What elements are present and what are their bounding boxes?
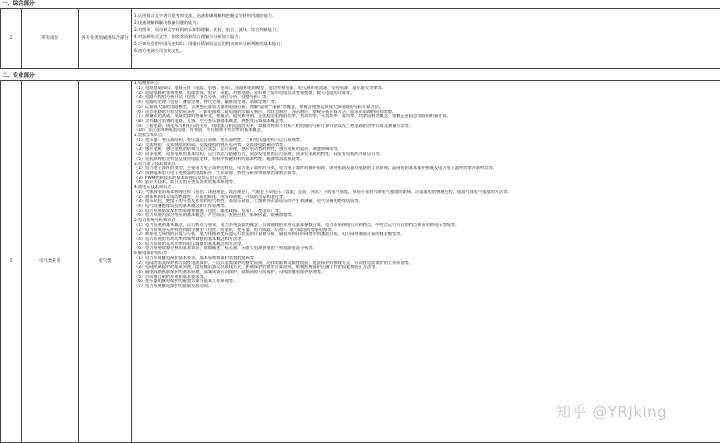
content-line: （4）电路的定理（包括：叠加定理、替代定理、戴维南定理、诺顿定理）等。 bbox=[134, 100, 280, 105]
category-cell: 各专业类别通用综合部分 bbox=[79, 9, 132, 69]
content-line: （7）相量法的基础、电路定律的相量形式，相量法，阻抗和导纳，正弦稳态电路的功率，有功功率、无功功率、复功率、功率因数等概念，掌握正弦稳态电路的相量计算。 bbox=[134, 114, 451, 119]
row-index: 1 bbox=[1, 81, 22, 443]
content-cell bbox=[132, 9, 720, 69]
content-line: （2）电网的电流保护和方向性电流保护，三段式电流保护的整定原则，动作时限和灵敏性校验，电流保护的接线方式，方向性电流保护的工作原理等。 bbox=[134, 260, 414, 265]
content-cell bbox=[132, 81, 720, 443]
section-2-title: 二、专业部分 bbox=[0, 72, 720, 81]
content-line: 1.电路知识点 bbox=[134, 81, 159, 86]
position-cell: 所有岗位 bbox=[22, 9, 79, 69]
position-cell: 电气类业务 bbox=[22, 81, 79, 443]
content-line: （7）电力系统继电保护的最新发展动向。 bbox=[134, 284, 213, 289]
content-line: （3）电路方程的分析方法（包括：节点分析、网孔分析、回路分析）等。 bbox=[134, 95, 271, 100]
content-line: （3）感应电机：感应电机的结构与运行状态，运行原理，感应电动势的特性，感应电机的起动、调速和制动等。 bbox=[134, 147, 342, 152]
content-line: （2）液体和固体介质的绝缘性，介质的极化、电导和损耗，介质的击穿和老化等。 bbox=[134, 194, 288, 199]
content-line: 2.快速理解和解决数量问题的能力； bbox=[134, 20, 201, 25]
content-line: （2）四种基本电力电子变换器的电路拓扑、工作原理、特性分析和带和单的参数计算等。 bbox=[134, 170, 300, 175]
table-row bbox=[1, 81, 720, 443]
content-line: （2）交流绕组：交流绕组的构成，交流绕组的感应电动势，交流绕组的磁动势等。 bbox=[134, 142, 288, 147]
table-row bbox=[1, 9, 720, 69]
content-line: （2）电力系统各元件特性和数学模型（包括：发电机、变压器、电力线路、负荷），电力网络的等值电路等。 bbox=[134, 227, 336, 232]
content-line: （5）电机原理相关特征及使用电能定律，电机中铁磁材料的基本特性，磁滞和涡流损耗等。 bbox=[134, 156, 305, 161]
content-line: 4.高电压技术知识点 bbox=[134, 185, 172, 190]
content-line: （5）自动重合闸的作用和基本要求等。 bbox=[134, 274, 208, 279]
section-1-title: 一、综合部分 bbox=[0, 0, 720, 9]
content-line: （6）变压器的继电保护的配置方案与基本工作原理等。 bbox=[134, 279, 238, 284]
section-2-table bbox=[0, 80, 720, 443]
watermark: 知乎 @YRJking bbox=[556, 403, 668, 421]
content-line: （3）简单电力网络的计算与分析，电力线路和变压器运行状况的计算和分析，辐射形和环形网络中的潮流分布，电力网络潮流计算的数学模型等。 bbox=[134, 232, 405, 237]
content-line: （2）电阻电路的等效变换：电阻等效、电导、电阻、对称电路、星形和三角形电阻及其等效变换、输入电阻的计算等。 bbox=[134, 90, 355, 95]
section-1-table bbox=[0, 8, 720, 69]
content-line: （4）电力系统的有功功率和频率调整的基本概念和方法等。 bbox=[134, 237, 246, 242]
content-line: （10）非正弦周期电流电路，有效值、平均值和平均功率的基本概念。 bbox=[134, 128, 265, 133]
content-line: （1）气体放电的基本物理过程（包括：汤逊理论、流注理论），气隙在不同电压（直流、交流、冲击）下的电气强度，电场分布对气隙电气强度的影响，沿面放电的物理过程，提高气体电气强度的方法等。 bbox=[134, 189, 512, 194]
content-line: 4.对各种形式文字、图表等资料综合理解与分析加工能力； bbox=[134, 34, 243, 39]
content-line: 3.电力电子技术知识点 bbox=[134, 161, 176, 166]
content-line: （6）动态电路的方程及初始条件，一阶电路和二阶电路的零输入响应、零状态响应、冲击响应，掌握分析计算方法，能求出电路的时间常数。 bbox=[134, 109, 397, 114]
content-line: （1）电力系统继电保护基本要求，基本原理和保护装置的组成等。 bbox=[134, 255, 259, 260]
content-line: （1）变压器：变压器结构，变压器运行原理，变压器特性，三相变压器的构与运行原理等。 bbox=[134, 137, 305, 142]
content-line: （4）软开关技术，软开关的分类及各类的基本原理等。 bbox=[134, 180, 238, 185]
content-line: （1）电力系统的基本概念、运行特点与要求，电力系统负荷的概念、负荷曲线的作用及基本参数计算，电力系统接线方式和特点，中性点运行方式的特点和适用的电压等级等。 bbox=[134, 222, 460, 227]
content-line: （4）输电线路纵联保护的基本原理，高频闭锁方向保护，高频闭锁方向保护，母线的继电保护原理等。 bbox=[134, 270, 326, 275]
content-line: （4）同步电机：同步电机的基本结构，运行状态与励磁方式，同步发电机的运行原理，同步发电机的特性，同步发电机的并联运行等。 bbox=[134, 152, 384, 157]
content-line: （6）电力系统内部过电压的基本概念、产生原因，发展过程、影响因素，限制措施等。 bbox=[134, 213, 296, 218]
content-line: （8）含有耦合电感的电路，互感、空心变压器基本概念，理想变压器基本概念等。 bbox=[134, 119, 288, 124]
content-line: 6.南方电网公司企业文化。 bbox=[134, 48, 185, 53]
content-line: （5）电力系统的无功功率和电压调整的基本概念和方法等。 bbox=[134, 241, 246, 246]
content-line: （3）PWM控制技术的基本原理以及其运用方法等。 bbox=[134, 175, 231, 180]
content-line: （1）电路基础知识：电路元件（电阻、电感、电容）、电路和电路模型、电功率和电能、电压源和电流源、受控电源、基尔霍夫定律等。 bbox=[134, 86, 386, 91]
content-line: （5）电力系统防雷保护的原理和措施（包括：输电线路、发电厂、变电站）等。 bbox=[134, 208, 284, 213]
content-line: （1）电力电子器件的类型，主要电力电子器件的特征，电力电子器件的分类，电力电子器件的保护电路、缓冲电路及驱动电路的工作原理，晶闸管的基本保护措施及电力电子器件的串并联特点等。 bbox=[134, 166, 497, 171]
content-line: （5）运算放大器的电路模型，含理想运算放大器的电路分析，理解"虚短""虚断"等概念，掌握含理想运算放大器电路的分析计算方法。 bbox=[134, 104, 384, 109]
content-line: 1.运用语言文字进行思考和交流、迅速准确理解和把握文字材料内涵的能力； bbox=[134, 13, 277, 18]
content-line: 5.电力系统分析知识点 bbox=[134, 218, 176, 223]
row-index: 1 bbox=[1, 9, 22, 69]
content-line: 6.继电保护知识点 bbox=[134, 251, 168, 256]
content-line: 2.电机学知识点 bbox=[134, 133, 164, 138]
content-line: 5.应知应会的中国历史知识、国情社情知识及运用相关知识分析判断的基本能力； bbox=[134, 41, 285, 46]
content-line: （9）三相电路，线电压与相电压的关系，线电流与相电流的关系，掌握对称和不对称三相电路的分析计算方法以及三相电路的功率计算及测量方法等。 bbox=[134, 123, 414, 128]
category-cell: 电气类 bbox=[79, 81, 132, 443]
content-line: （6）电力系统故障分析的基本知识，故障概述、标幺制、无限大电源供电的三相短路电流分析等。 bbox=[134, 246, 317, 251]
content-line: （4）电气设备绝缘试验的基本概念和工作原理等。 bbox=[134, 203, 229, 208]
content-line: 3.对图形、语句和文字材料的认知和理解、比较、组合、演绎、综合判断能力； bbox=[134, 27, 281, 32]
content-line: （3）高压试验，绝缘子的分类及作用和电气特性，高电压试验，工频和冲击高电压的产生和测量，电气设备的绝缘试验等。 bbox=[134, 199, 363, 204]
content-line: （3）电网距离保护的基本原理，阻抗继电器及其接线方式，距离保护的整定计算原则，影响距离保护正确工作的因素和防止方法等。 bbox=[134, 265, 380, 270]
